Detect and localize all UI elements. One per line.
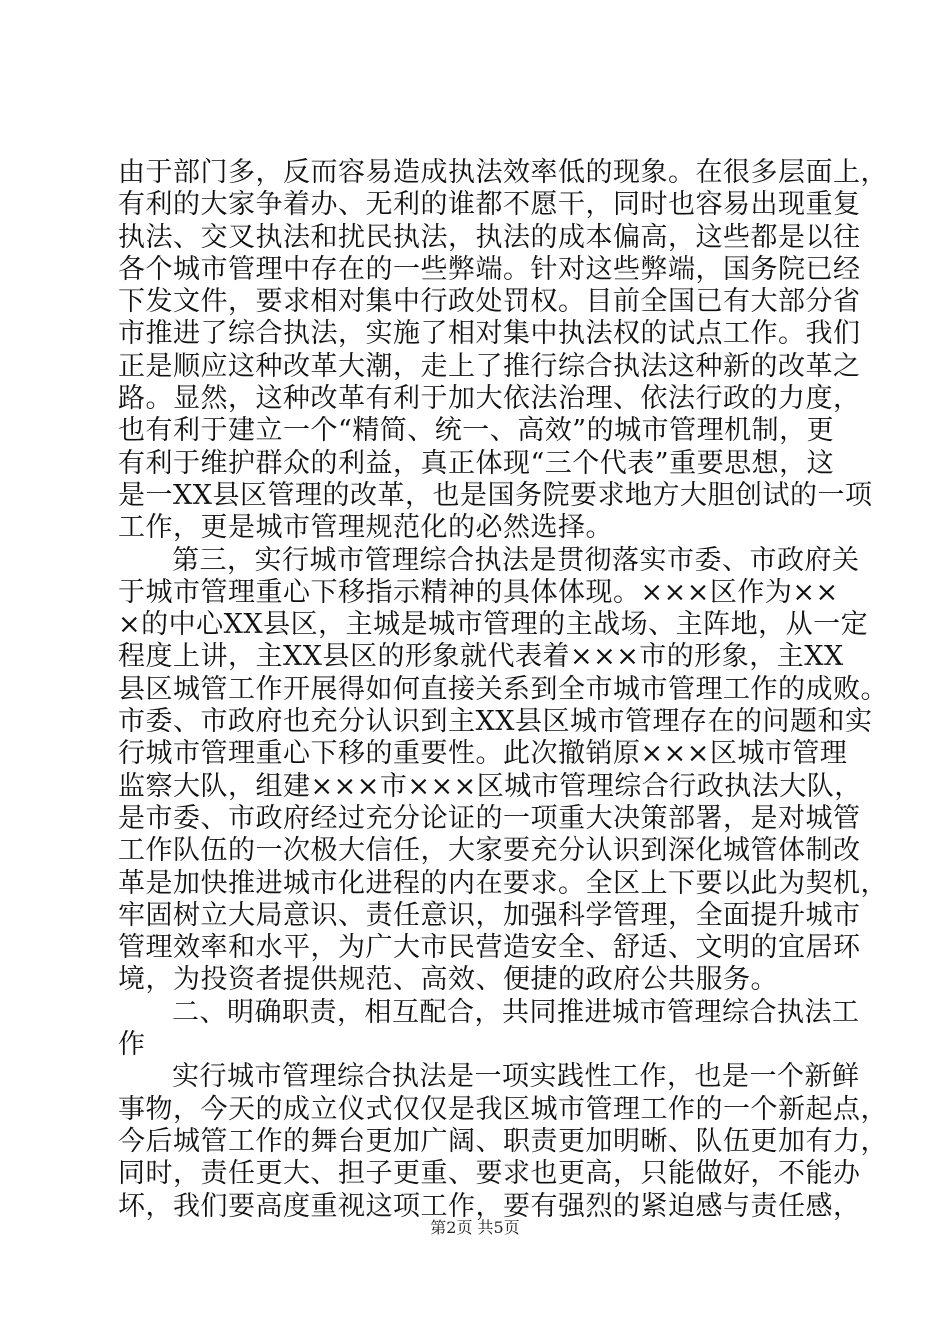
text-line: 同时，责任更大、担子更重、要求也更高，只能做好，不能办	[118, 1158, 861, 1190]
text-line: 事物，今天的成立仪式仅仅是我区城市管理工作的一个新起点，	[118, 1093, 888, 1125]
text-line: 是一XX县区管理的改革，也是国务院要求地方大胆创试的一项	[118, 479, 873, 511]
text-line: 市推进了综合执法，实施了相对集中执法权的试点工作。我们	[118, 318, 861, 350]
text-line: 是市委、市政府经过充分论证的一项重大决策部署，是对城管	[118, 802, 861, 834]
page-number-footer: 第2页 共5页	[430, 1218, 520, 1237]
text-line: 有利于维护群众的利益，真正体现“三个代表”重要思想，这	[118, 447, 835, 479]
text-line: 下发文件，要求相对集中行政处罚权。目前全国已有大部分省	[118, 286, 861, 318]
text-line: 各个城市管理中存在的一些弊端。针对这些弊端，国务院已经	[118, 253, 861, 285]
text-line: 程度上讲，主XX县区的形象就代表着×××市的形象，主XX	[118, 641, 844, 673]
text-line: 坏，我们要高度重视这项工作，要有强烈的紧迫感与责任感，	[118, 1190, 861, 1222]
text-line: 县区城管工作开展得如何直接关系到全市城市管理工作的成败。	[118, 673, 888, 705]
text-line: 市委、市政府也充分认识到主XX县区城市管理存在的问题和实	[118, 706, 873, 738]
text-line: 境，为投资者提供规范、高效、便捷的政府公共服务。	[118, 964, 778, 996]
text-line: 牢固树立大局意识、责任意识，加强科学管理，全面提升城市	[118, 899, 861, 931]
document-body	[118, 157, 888, 1223]
text-line: 于城市管理重心下移指示精神的具体体现。×××区作为××	[118, 576, 839, 608]
paragraph-first-line: 第三，实行城市管理综合执法是贯彻落实市委、市政府关	[172, 544, 860, 576]
section-heading-continuation: 作	[118, 1029, 146, 1061]
text-line: ×的中心XX县区，主城是城市管理的主战场、主阵地，从一定	[118, 609, 869, 641]
text-line: 执法、交叉执法和扰民执法，执法的成本偏高，这些都是以往	[118, 221, 861, 253]
text-line: 有利的大家争着办、无利的谁都不愿干，同时也容易出现重复	[118, 189, 861, 221]
text-line: 路。显然，这种改革有利于加大依法治理、依法行政的力度，	[118, 383, 861, 415]
text-line: 工作，更是城市管理规范化的必然选择。	[118, 512, 613, 544]
text-line: 今后城管工作的舞台更加广阔、职责更加明晰、队伍更加有力，	[118, 1125, 888, 1157]
text-line: 工作队伍的一次极大信任，大家要充分认识到深化城管体制改	[118, 835, 861, 867]
text-line: 监察大队，组建×××市×××区城市管理综合行政执法大队，	[118, 770, 862, 802]
text-line: 正是顺应这种改革大潮，走上了推行综合执法这种新的改革之	[118, 350, 861, 382]
paragraph-first-line: 实行城市管理综合执法是一项实践性工作，也是一个新鲜	[172, 1061, 860, 1093]
section-heading: 二、明确职责，相互配合，共同推进城市管理综合执法工	[172, 996, 860, 1028]
text-line: 行城市管理重心下移的重要性。此次撤销原×××区城市管理	[118, 738, 848, 770]
text-line: 管理效率和水平，为广大市民营造安全、舒适、文明的宜居环	[118, 932, 861, 964]
text-line: 革是加快推进城市化进程的内在要求。全区上下要以此为契机，	[118, 867, 888, 899]
text-line: 由于部门多，反而容易造成执法效率低的现象。在很多层面上，	[118, 157, 888, 188]
text-line: 也有利于建立一个“精简、统一、高效”的城市管理机制，更	[118, 415, 835, 447]
